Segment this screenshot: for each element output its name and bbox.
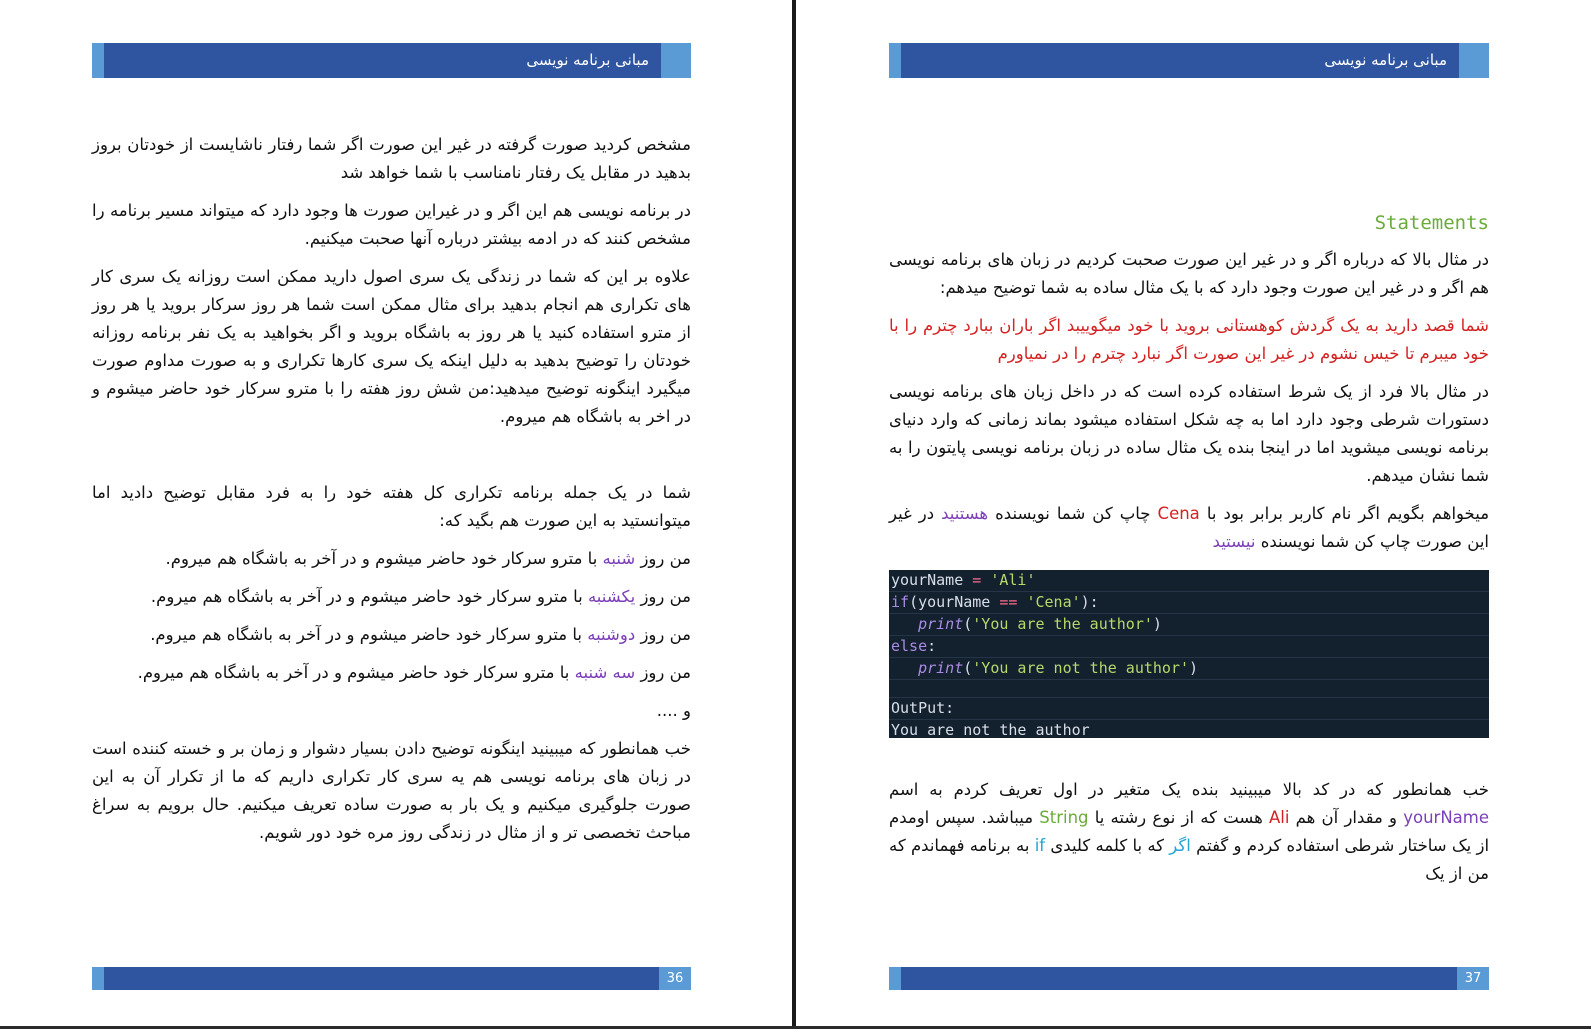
right-page-body-top <box>889 246 1489 566</box>
code-line: print('You are the author') <box>889 614 1489 636</box>
running-header: مبانی برنامه نویسی <box>526 51 649 69</box>
code-line: else: <box>889 636 1489 658</box>
ellipsis: و .... <box>656 701 691 720</box>
code-line: yourName = 'Ali' <box>889 570 1489 592</box>
list-item: من روز سه شنبه با مترو سرکار خود حاضر میشوم و در آخر به باشگاه هم میروم. <box>137 663 691 682</box>
code-line: if(yourName == 'Cena'): <box>889 592 1489 614</box>
paragraph: در مثال بالا فرد از یک شرط استفاده کرده است که در داخل زبان های برنامه نویسی دستورات شرطی وجود دارد اما به چه شکل استفاده میشود بماند زمانی که وارد دنیای برنامه نویسی میشوید اما در اینجا بنده یک مثال ساده در زبان برنامه نویسی پایتون را به شما نشان میدهم. <box>889 382 1489 485</box>
page-number: 36 <box>659 967 691 990</box>
left-page <box>0 0 792 1029</box>
running-header: مبانی برنامه نویسی <box>1324 51 1447 69</box>
paragraph: شما در یک جمله برنامه تکراری کل هفته خود را به فرد مقابل توضیح دادید اما میتوانستید به این صورت هم بگید که: <box>92 483 691 530</box>
paragraph: در برنامه نویسی هم این اگر و در غیراین صورت ها وجود دارد که میتواند مسیر برنامه را مشخص کنند که در ادمه بیشتر درباره آنها صحبت میکنیم. <box>92 201 691 248</box>
section-heading: Statements <box>1374 212 1489 234</box>
right-page <box>796 0 1591 1029</box>
paragraph: مشخص کردید صورت گرفته در غیر این صورت اگر شما رفتار ناشایست از خودتان بروز بدهید در مقابل یک رفتار نامناسب با شما خواهد شد <box>92 135 691 182</box>
paragraph: خب همانطور که در کد بالا میبینید بنده یک متغیر در اول تعریف کردم به اسم yourName و مقدار آن هم Ali هست که از نوع رشته یا String میباشد. سپس اومدم از یک ساختار شرطی استفاده کردم و گفتم اگر که با کلمه کلیدی if به برنامه فهماندم که من از یک <box>889 780 1490 883</box>
paragraph: میخواهم بگویم اگر نام کاربر برابر بود با Cena چاپ کن شما نویسنده هستنید در غیر این صورت چاپ کن شما نویسنده نیستید <box>889 504 1490 551</box>
paragraph: علاوه بر این که شما در زندگی یک سری اصول دارید ممکن است روزانه یک سری کار های تکراری هم انجام بدهید برای مثال ممکن است شما هر روز سرکار بروید یا هر روز از مترو استفاده کنید یا هر روز به باشگاه بروید و اگر بخواهید به یک نفر برنامه روزانه خودتان را توضیح بدهید به دلیل اینکه یک سری کارها تکراری و به صورت مداوم صورت میگیرد اینگونه توضیح میدهید:من شش روز هفته را با مترو سرکار خود حاضر میشوم و در اخر به باشگاه هم میروم. <box>92 267 691 426</box>
left-page-body <box>92 131 691 857</box>
page-footer-bar <box>92 967 691 990</box>
list-item: من روز شنبه با مترو سرکار خود حاضر میشوم و در آخر به باشگاه هم میروم. <box>165 549 691 568</box>
list-item: من روز یکشنبه با مترو سرکار خود حاضر میشوم و در آخر به باشگاه هم میروم. <box>150 587 691 606</box>
paragraph: در مثال بالا که درباره اگر و در غیر این صورت صحبت کردیم در زبان های برنامه نویسی هم اگر و در غیر این صورت وجود دارد که با یک مثال ساده به شما توضیح میدهم: <box>889 250 1489 297</box>
code-line: OutPut: <box>889 698 1489 720</box>
code-line: You are not the author <box>891 721 1090 739</box>
page-footer-bar <box>889 967 1489 990</box>
code-block <box>889 570 1489 738</box>
page-header-bar <box>92 43 691 78</box>
example-paragraph: شما قصد دارید به یک گردش کوهستانی بروید با خود میگوییبد اگر باران ببارد چترم را با خود میبرم تا خیس نشوم در غیر این صورت اگر نبارد چترم را در نمیاورم <box>889 316 1489 363</box>
right-page-body-bottom <box>889 776 1489 898</box>
code-line <box>889 680 1489 698</box>
list-item: من روز دوشنبه با مترو سرکار خود حاضر میشوم و در آخر به باشگاه هم میروم. <box>150 625 691 644</box>
paragraph: خب همانطور که میبینید اینگونه توضیح دادن بسیار دشوار و زمان بر و خسته کننده است در زبان های برنامه نویسی هم یه سری کار تکراری داریم که ما از تکرار آن به این صورت جلوگیری میکنیم و یک بار به صورت ساده تعریف میکنیم. حال برویم به سراغ مباحث تخصصی تر و از مثال در زندگی روز مره خود دور شویم. <box>92 739 691 842</box>
page-header-bar <box>889 43 1489 78</box>
code-line: print('You are not the author') <box>889 658 1489 680</box>
page-number: 37 <box>1457 967 1489 990</box>
